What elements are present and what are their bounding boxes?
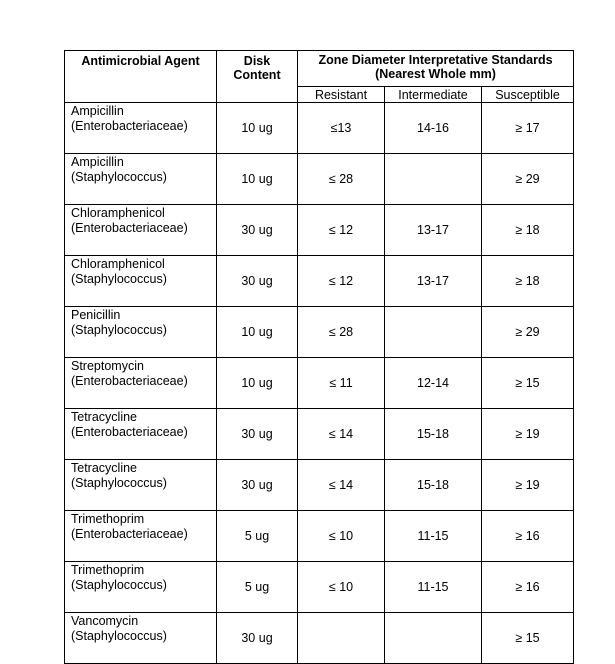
table-row: [65, 256, 574, 307]
resistant-header: Resistant: [298, 87, 385, 103]
disk-header-line1: Disk: [243, 54, 271, 68]
zone-diameter-table: [64, 50, 574, 664]
susceptible-cell: ≥ 16: [482, 511, 574, 562]
zone-column-header: [298, 51, 574, 87]
susceptible-header: Susceptible: [482, 87, 574, 103]
agent-cell: [65, 358, 217, 409]
header-row: [65, 51, 574, 87]
table-row: [65, 103, 574, 154]
agent-organism: (Enterobacteriaceae): [71, 221, 188, 235]
resistant-cell: ≤ 12: [298, 205, 385, 256]
table-row: [65, 154, 574, 205]
table-row: [65, 562, 574, 613]
resistant-cell: ≤ 14: [298, 409, 385, 460]
table-row: [65, 358, 574, 409]
disk-content-cell: 10 ug: [217, 103, 298, 154]
table-row: [65, 511, 574, 562]
agent-organism: (Staphylococcus): [71, 323, 167, 337]
intermediate-cell: 13-17: [385, 256, 482, 307]
agent-organism: (Enterobacteriaceae): [71, 119, 188, 133]
disk-content-cell: 30 ug: [217, 256, 298, 307]
intermediate-cell: [385, 154, 482, 205]
disk-content-cell: 10 ug: [217, 154, 298, 205]
agent-name: Tetracycline: [71, 461, 137, 475]
intermediate-cell: 15-18: [385, 409, 482, 460]
agent-cell: [65, 613, 217, 664]
susceptible-cell: ≥ 19: [482, 409, 574, 460]
agent-organism: (Enterobacteriaceae): [71, 527, 188, 541]
agent-organism: (Enterobacteriaceae): [71, 374, 188, 388]
agent-name: Ampicillin: [71, 104, 124, 118]
agent-name: Trimethoprim: [71, 512, 145, 526]
disk-content-cell: 30 ug: [217, 460, 298, 511]
agent-cell: [65, 562, 217, 613]
zone-header-line1: Zone Diameter Interpretative Standards: [318, 53, 553, 67]
intermediate-cell: 15-18: [385, 460, 482, 511]
agent-cell: [65, 154, 217, 205]
resistant-cell: ≤13: [298, 103, 385, 154]
disk-content-cell: 30 ug: [217, 409, 298, 460]
resistant-cell: ≤ 28: [298, 154, 385, 205]
table-container: [64, 50, 574, 664]
disk-content-cell: 10 ug: [217, 307, 298, 358]
susceptible-cell: ≥ 29: [482, 154, 574, 205]
agent-name: Vancomycin: [71, 614, 139, 628]
table-row: [65, 307, 574, 358]
disk-header-line2: Content: [233, 68, 281, 82]
disk-content-cell: 30 ug: [217, 205, 298, 256]
table-row: [65, 409, 574, 460]
susceptible-cell: ≥ 16: [482, 562, 574, 613]
agent-cell: [65, 511, 217, 562]
intermediate-cell: [385, 307, 482, 358]
agent-name: Ampicillin: [71, 155, 124, 169]
intermediate-cell: 11-15: [385, 562, 482, 613]
agent-cell: [65, 205, 217, 256]
agent-organism: (Staphylococcus): [71, 578, 167, 592]
agent-cell: [65, 460, 217, 511]
agent-name: Tetracycline: [71, 410, 137, 424]
agent-name: Penicillin: [71, 308, 121, 322]
table-row: [65, 613, 574, 664]
agent-organism: (Staphylococcus): [71, 476, 167, 490]
agent-name: Trimethoprim: [71, 563, 145, 577]
agent-organism: (Enterobacteriaceae): [71, 425, 188, 439]
disk-column-header: [217, 51, 298, 103]
susceptible-cell: ≥ 17: [482, 103, 574, 154]
resistant-cell: ≤ 10: [298, 562, 385, 613]
agent-name: Chloramphenicol: [71, 257, 165, 271]
resistant-cell: ≤ 28: [298, 307, 385, 358]
resistant-cell: [298, 613, 385, 664]
agent-cell: [65, 256, 217, 307]
agent-organism: (Staphylococcus): [71, 629, 167, 643]
resistant-cell: ≤ 10: [298, 511, 385, 562]
resistant-cell: ≤ 12: [298, 256, 385, 307]
agent-organism: (Staphylococcus): [71, 170, 167, 184]
agent-cell: [65, 103, 217, 154]
agent-name: Streptomycin: [71, 359, 144, 373]
table-row: [65, 460, 574, 511]
table-row: [65, 205, 574, 256]
agent-cell: [65, 307, 217, 358]
susceptible-cell: ≥ 15: [482, 358, 574, 409]
susceptible-cell: ≥ 18: [482, 205, 574, 256]
zone-header-line2: (Nearest Whole mm): [375, 67, 496, 81]
susceptible-cell: ≥ 15: [482, 613, 574, 664]
intermediate-cell: 12-14: [385, 358, 482, 409]
agent-organism: (Staphylococcus): [71, 272, 167, 286]
intermediate-cell: 13-17: [385, 205, 482, 256]
intermediate-cell: [385, 613, 482, 664]
disk-content-cell: 10 ug: [217, 358, 298, 409]
susceptible-cell: ≥ 19: [482, 460, 574, 511]
intermediate-cell: 14-16: [385, 103, 482, 154]
agent-name: Chloramphenicol: [71, 206, 165, 220]
intermediate-cell: 11-15: [385, 511, 482, 562]
table-body: [65, 103, 574, 664]
susceptible-cell: ≥ 18: [482, 256, 574, 307]
agent-column-header: Antimicrobial Agent: [65, 51, 217, 103]
resistant-cell: ≤ 14: [298, 460, 385, 511]
disk-content-cell: 30 ug: [217, 613, 298, 664]
disk-content-cell: 5 ug: [217, 511, 298, 562]
susceptible-cell: ≥ 29: [482, 307, 574, 358]
intermediate-header: Intermediate: [385, 87, 482, 103]
resistant-cell: ≤ 11: [298, 358, 385, 409]
agent-cell: [65, 409, 217, 460]
disk-content-cell: 5 ug: [217, 562, 298, 613]
